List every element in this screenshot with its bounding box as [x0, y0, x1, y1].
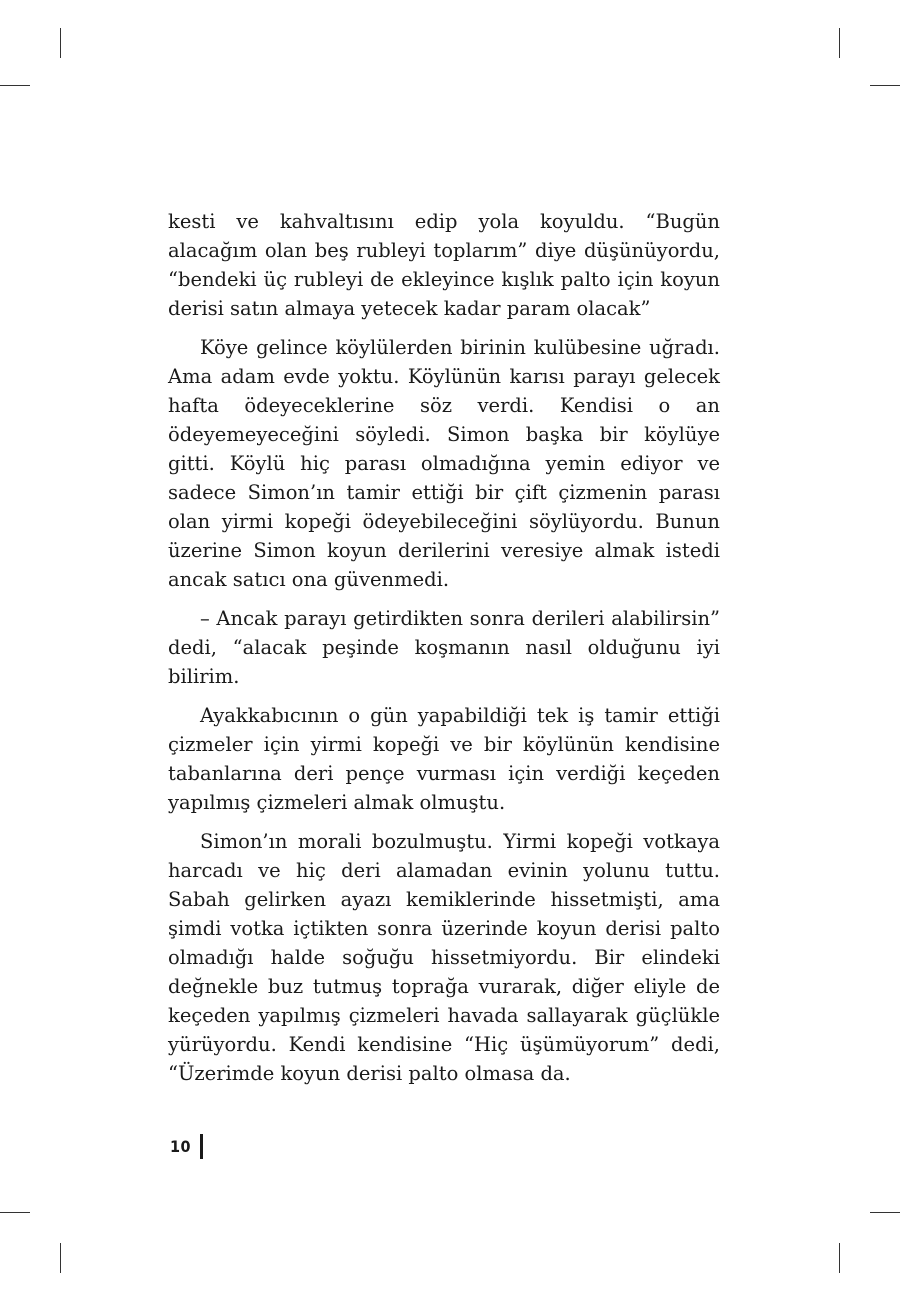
- crop-mark-top-right: [839, 28, 840, 58]
- paragraph: Köye gelince köylülerden birinin kulübesine uğradı. Ama adam evde yoktu. Köylünün karısı parayı gelecek hafta ödeyeceklerine söz verdi. Kendisi o an ödeyemeyeceğini söyledi. Simon başka bir köylüye gitti. Köylü hiç parası olmadığına yemin ediyor ve sadece Simon’ın tamir ettiği bir çift çizmenin parası olan yirmi kopeği ödeyebileceğini söylüyordu. Bunun üzerine Simon koyun derilerini veresiye almak istedi ancak satıcı ona güvenmedi.: [168, 336, 720, 591]
- crop-mark-bottom-left: [60, 1243, 61, 1273]
- paragraph: Ayakkabıcının o gün yapabildiği tek iş tamir ettiği çizmeler için yirmi kopeği ve bir köylünün kendisine tabanlarına deri pençe vurması için verdiği keçeden yapılmış çizmeleri almak olmuştu.: [168, 704, 720, 814]
- crop-mark-top-left: [60, 28, 61, 58]
- paragraph: – Ancak parayı getirdikten sonra derileri alabilirsin” dedi, “alacak peşinde koşmanın nasıl olduğunu iyi bilirim.: [168, 607, 720, 688]
- paragraph: kesti ve kahvaltısını edip yola koyuldu. “Bugün alacağım olan beş rubleyi toplarım” diye düşünüyordu, “bendeki üç rubleyi de ekleyince kışlık palto için koyun derisi satın almaya yetecek kadar param olacak”: [168, 210, 720, 320]
- page-number: 10: [170, 1137, 192, 1156]
- crop-mark-right-bottom: [870, 1212, 900, 1213]
- crop-mark-left-top: [0, 85, 30, 86]
- crop-mark-bottom-right: [839, 1243, 840, 1273]
- crop-mark-right-top: [870, 85, 900, 86]
- paragraph: Simon’ın morali bozulmuştu. Yirmi kopeği votkaya harcadı ve hiç deri alamadan evinin yolunu tuttu. Sabah gelirken ayazı kemiklerinde hissetmişti, ama şimdi votka içtikten sonra üzerinde koyun derisi palto olmadığı halde soğuğu hissetmiyordu. Bir elindeki değnekle buz tutmuş toprağa vurarak, diğer eliyle de keçeden yapılmış çizmeleri havada sallayarak güçlükle yürüyordu. Kendi kendisine “Hiç üşümüyorum” dedi, “Üzerimde koyun derisi palto olmasa da.: [168, 830, 720, 1085]
- crop-mark-left-bottom: [0, 1212, 30, 1213]
- body-text: [168, 207, 720, 1098]
- page-number-rule: [200, 1134, 203, 1159]
